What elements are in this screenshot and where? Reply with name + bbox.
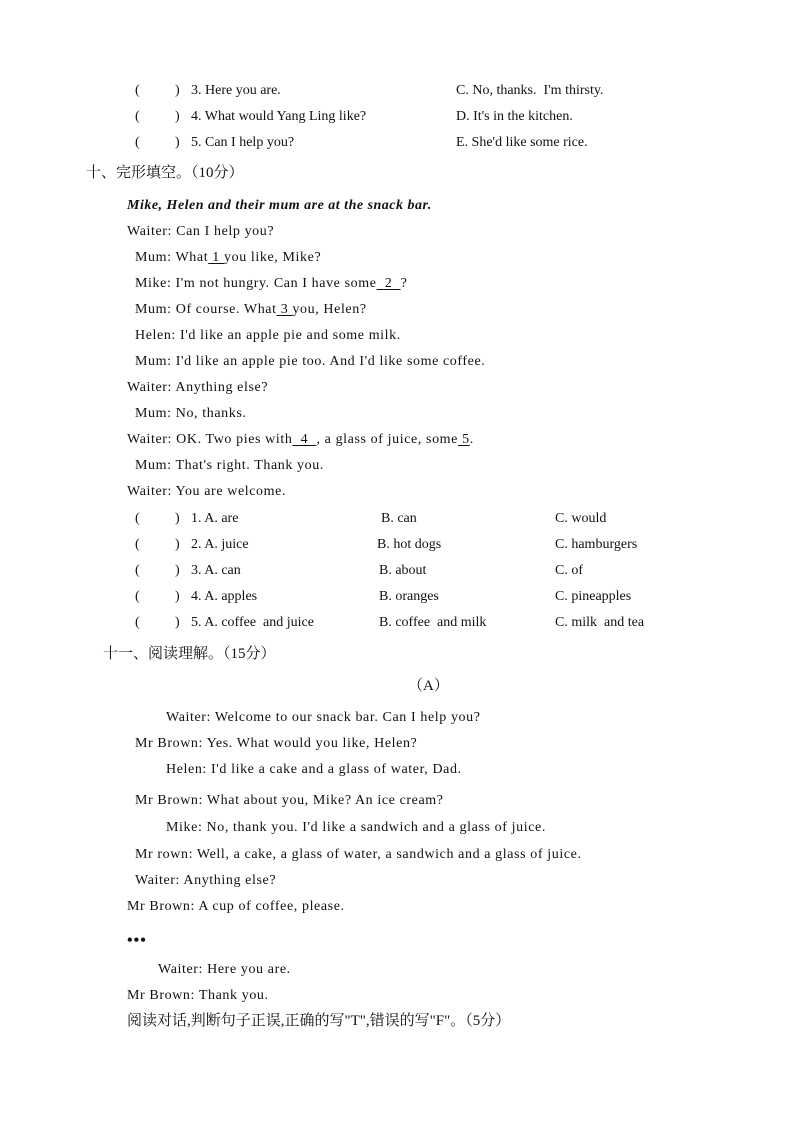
option-b: B. coffee and milk — [379, 615, 487, 630]
answer-bracket-close: ) — [175, 615, 180, 630]
answer-bracket-close: ) — [175, 563, 180, 578]
cloze-intro: Mike, Helen and their mum are at the snack bar. — [127, 198, 432, 213]
dialogue-line: Mr Brown: Thank you. — [127, 988, 269, 1003]
passage-label: （A） — [408, 678, 449, 694]
dialogue-line: Mum: No, thanks. — [135, 406, 247, 421]
question-text: 4. What would Yang Ling like? — [191, 109, 367, 124]
blank-3: 3 — [276, 302, 293, 317]
dialogue-line: Mr Brown: Yes. What would you like, Helen? — [135, 736, 418, 751]
option-c: C. milk and tea — [555, 615, 645, 630]
blank-2: 2 — [376, 276, 401, 291]
answer-bracket-open: ( — [135, 511, 140, 526]
blank-5: 5 — [458, 432, 470, 447]
option-b: B. can — [381, 511, 417, 526]
answer-bracket-close: ) — [175, 135, 180, 150]
answer-bracket-close: ) — [175, 537, 180, 552]
blank-1: 1 — [208, 250, 225, 265]
dialogue-line: Mr rown: Well, a cake, a glass of water, a sandwich and a glass of juice. — [135, 847, 582, 862]
answer-option: E. She'd like some rice. — [456, 135, 588, 150]
dialogue-line: Helen: I'd like a cake and a glass of water, Dad. — [166, 762, 462, 777]
answer-bracket-open: ( — [135, 615, 140, 630]
section-10-title: 十、完形填空。（10分） — [86, 165, 244, 181]
dialogue-line: Mike: I'm not hungry. Can I have some 2 ? — [135, 276, 408, 291]
dialogue-line: Mum: That's right. Thank you. — [135, 458, 324, 473]
option-b: B. about — [379, 563, 427, 578]
dialogue-line: Mr Brown: What about you, Mike? An ice cream? — [135, 793, 444, 808]
dialogue-line: Mike: No, thank you. I'd like a sandwich and a glass of juice. — [166, 820, 546, 835]
answer-option: C. No, thanks. I'm thirsty. — [456, 83, 604, 98]
answer-bracket-open: ( — [135, 83, 140, 98]
answer-bracket-close: ) — [175, 589, 180, 604]
option-c: C. would — [555, 511, 607, 526]
dialogue-line: Mum: I'd like an apple pie too. And I'd like some coffee. — [135, 354, 486, 369]
answer-bracket-close: ) — [175, 511, 180, 526]
answer-bracket-open: ( — [135, 537, 140, 552]
answer-bracket-open: ( — [135, 563, 140, 578]
option-c: C. of — [555, 563, 583, 578]
answer-bracket-open: ( — [135, 589, 140, 604]
dialogue-line: Waiter: Here you are. — [158, 962, 291, 977]
blank-4: 4 — [292, 432, 317, 447]
dialogue-line: Helen: I'd like an apple pie and some milk. — [135, 328, 401, 343]
dialogue-line: Waiter: OK. Two pies with 4 , a glass of juice, some 5. — [127, 432, 474, 447]
answer-bracket-open: ( — [135, 109, 140, 124]
question-text: 3. Here you are. — [191, 83, 281, 98]
dialogue-line: Mr Brown: A cup of coffee, please. — [127, 899, 345, 914]
ellipsis-dots: ••• — [127, 932, 147, 949]
option-a: 2. A. juice — [191, 537, 249, 552]
dialogue-line: Mum: Of course. What 3 you, Helen? — [135, 302, 367, 317]
option-a: 1. A. are — [191, 511, 239, 526]
dialogue-line: Mum: What 1 you like, Mike? — [135, 250, 322, 265]
option-b: B. oranges — [379, 589, 439, 604]
dialogue-line: Waiter: Anything else? — [127, 380, 269, 395]
dialogue-line: Waiter: Can I help you? — [127, 224, 275, 239]
option-a: 3. A. can — [191, 563, 241, 578]
option-a: 4. A. apples — [191, 589, 258, 604]
answer-bracket-close: ) — [175, 83, 180, 98]
dialogue-line: Waiter: Welcome to our snack bar. Can I help you? — [166, 710, 481, 725]
option-c: C. pineapples — [555, 589, 632, 604]
answer-bracket-close: ) — [175, 109, 180, 124]
section-11-title: 十一、阅读理解。（15分） — [103, 646, 276, 662]
dialogue-line: Waiter: You are welcome. — [127, 484, 287, 499]
option-a: 5. A. coffee and juice — [191, 615, 314, 630]
question-text: 5. Can I help you? — [191, 135, 295, 150]
option-b: B. hot dogs — [377, 537, 442, 552]
option-c: C. hamburgers — [555, 537, 638, 552]
answer-option: D. It's in the kitchen. — [456, 109, 573, 124]
answer-bracket-open: ( — [135, 135, 140, 150]
dialogue-line: Waiter: Anything else? — [135, 873, 277, 888]
instruction-text: 阅读对话,判断句子正误,正确的写"T",错误的写"F"。（5分） — [127, 1013, 511, 1029]
